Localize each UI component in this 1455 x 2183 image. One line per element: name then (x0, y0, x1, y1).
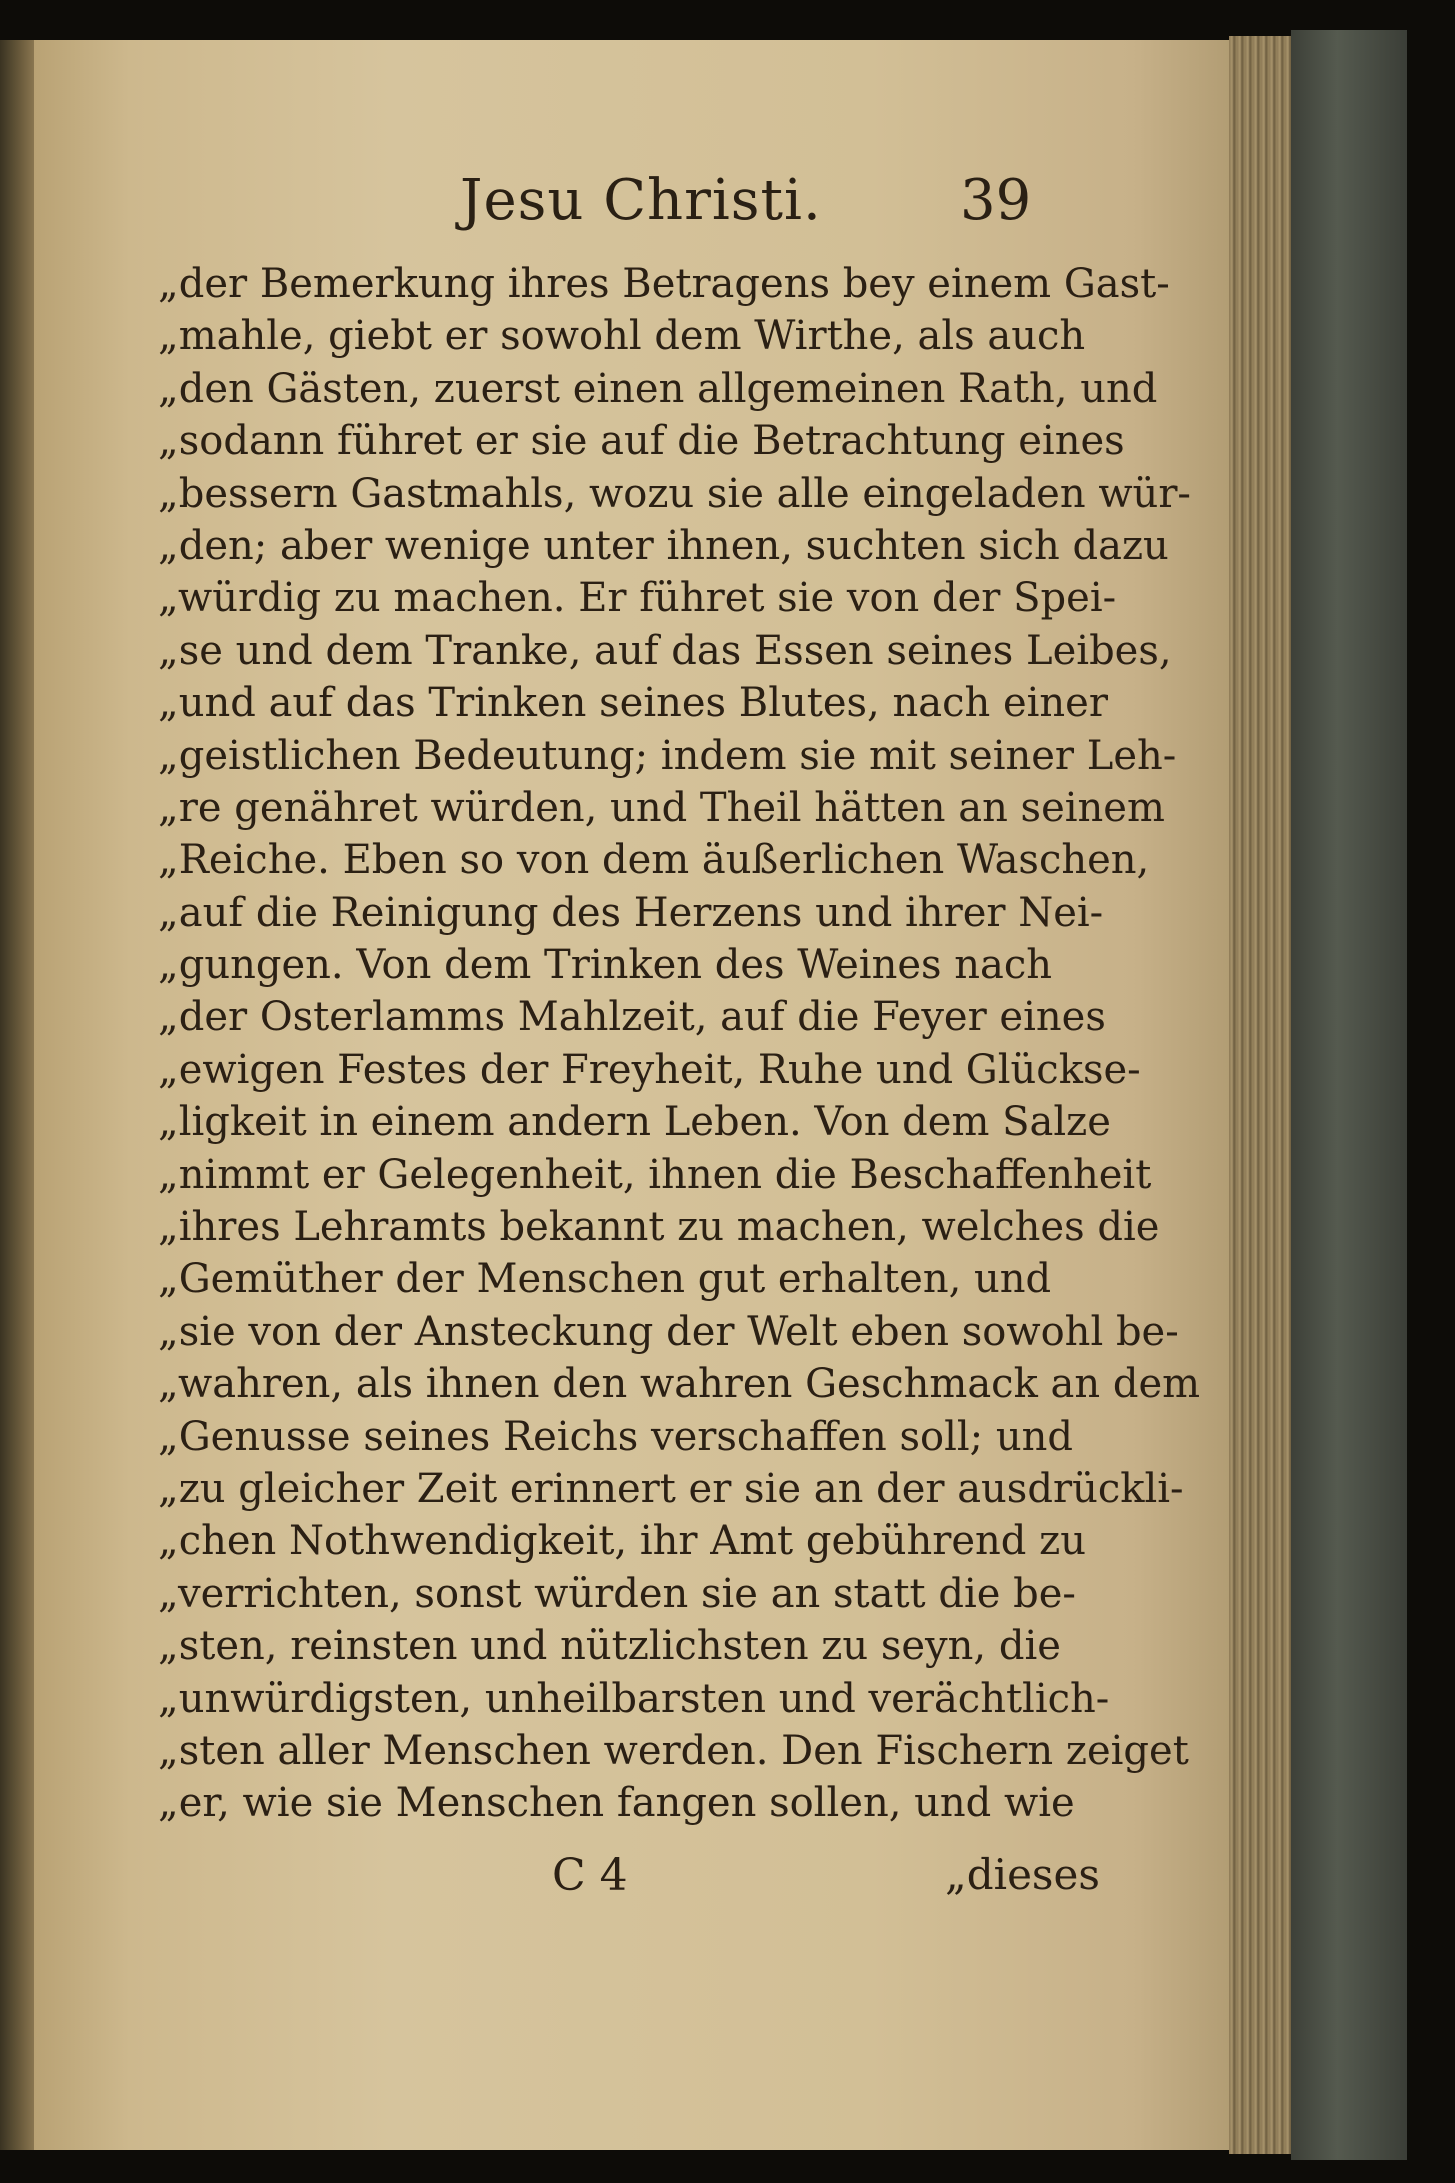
text-line: „ihres Lehramts bekannt zu machen, welches die (158, 1204, 1160, 1251)
text-line: „ligkeit in einem andern Leben. Von dem Salze (158, 1099, 1111, 1146)
text-line: „Genusse seines Reichs verschaffen soll; und (158, 1413, 1073, 1460)
page-number: 39 (960, 168, 1032, 233)
page-footer (0, 1850, 1455, 1910)
text-line: „der Bemerkung ihres Betragens bey einem Gast- (158, 261, 1170, 307)
text-line: „und auf das Trinken seines Blutes, nach einer (158, 680, 1108, 727)
text-line: „würdig zu machen. Er führet sie von der Spei- (158, 575, 1117, 622)
text-line: „geistlichen Bedeutung; indem sie mit seiner Leh- (158, 732, 1177, 779)
page-header (0, 168, 1455, 248)
text-line: „den Gästen, zuerst einen allgemeinen Rath, und (158, 365, 1158, 412)
text-line: „sodann führet er sie auf die Betrachtung eines (158, 418, 1125, 465)
running-title: Jesu Christi. (460, 168, 822, 233)
text-line: „den; aber wenige unter ihnen, suchten sich dazu (158, 522, 1169, 569)
text-line: „der Osterlamms Mahlzeit, auf die Feyer eines (158, 994, 1106, 1041)
text-line: „se und dem Tranke, auf das Essen seines Leibes, (158, 627, 1172, 674)
book-gutter (0, 40, 34, 2150)
text-line: „unwürdigsten, unheilbarsten und verächtlich- (158, 1675, 1110, 1722)
catchword: „dieses (945, 1850, 1100, 1899)
text-line: „wahren, als ihnen den wahren Geschmack an dem (158, 1361, 1201, 1408)
signature-mark: C 4 (552, 1850, 628, 1901)
text-line: „Gemüther der Menschen gut erhalten, und (158, 1256, 1052, 1303)
text-line: „chen Nothwendigkeit, ihr Amt gebührend zu (158, 1518, 1086, 1565)
text-line: „zu gleicher Zeit erinnert er sie an der ausdrückli- (158, 1465, 1184, 1512)
text-line: „ewigen Festes der Freyheit, Ruhe und Glückse- (158, 1046, 1141, 1093)
text-line: „gungen. Von dem Trinken des Weines nach (158, 942, 1053, 989)
book-cover (1291, 30, 1407, 2160)
text-line: „Reiche. Eben so von dem äußerlichen Waschen, (158, 837, 1150, 884)
text-line: „auf die Reinigung des Herzens und ihrer Nei- (158, 889, 1104, 936)
page-edges (1229, 36, 1291, 2154)
body-text (158, 258, 1201, 1830)
text-line: „sie von der Ansteckung der Welt eben sowohl be- (158, 1308, 1179, 1355)
text-line: „mahle, giebt er sowohl dem Wirthe, als auch (158, 313, 1086, 360)
text-line: „sten aller Menschen werden. Den Fischern zeiget (158, 1727, 1189, 1774)
text-line: „verrichten, sonst würden sie an statt die be- (158, 1570, 1076, 1617)
text-line: „er, wie sie Menschen fangen sollen, und wie (158, 1780, 1075, 1827)
text-line: „re genähret würden, und Theil hätten an seinem (158, 784, 1165, 831)
text-line: „sten, reinsten und nützlichsten zu seyn, die (158, 1623, 1061, 1670)
text-line: „nimmt er Gelegenheit, ihnen die Beschaffenheit (158, 1151, 1152, 1198)
text-line: „bessern Gastmahls, wozu sie alle eingeladen wür- (158, 470, 1191, 517)
